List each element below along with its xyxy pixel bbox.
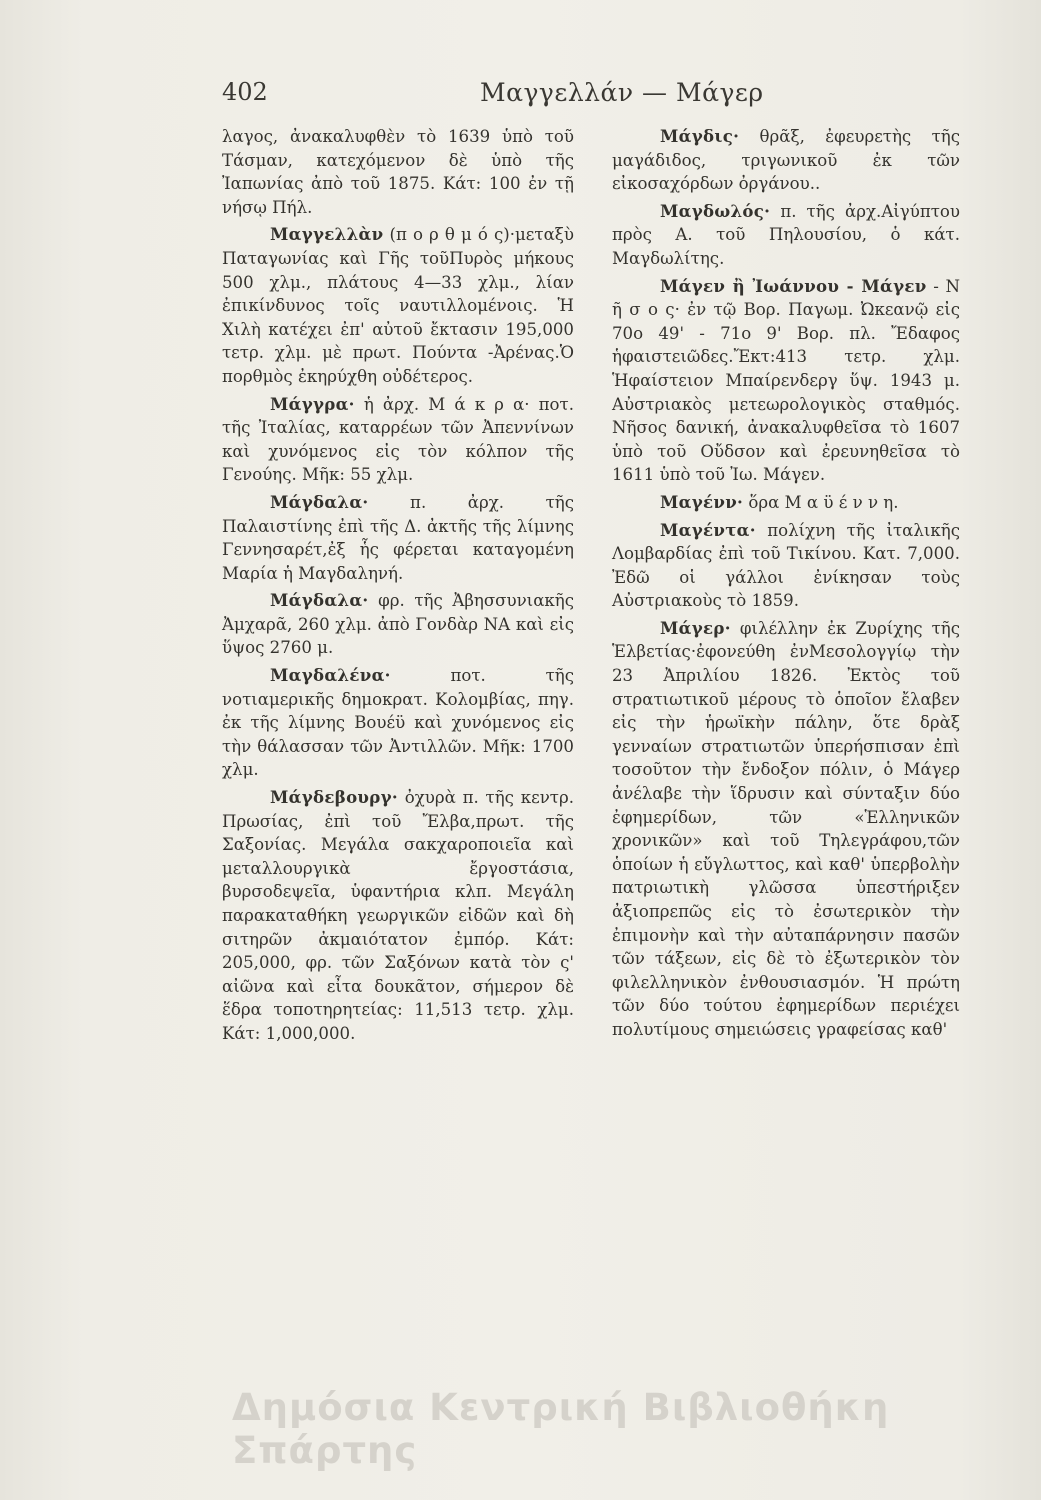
page-header bbox=[222, 78, 942, 118]
entry-headword: Μαγδωλός· bbox=[660, 200, 771, 221]
entry-text: πολίχνη τῆς ἰταλικῆς Λομβαρδίας ἐπὶ τοῦ Τικίνου. Κατ. 7,000. Ἐδῶ οἱ γάλλοι ἐνίκησαν τοὺς Αὐστριακοὺς τὸ 1859. bbox=[612, 520, 960, 611]
page-number: 402 bbox=[222, 78, 268, 106]
entry-text: ὀχυρὰ π. τῆς κεντρ. Πρωσίας, ἐπὶ τοῦ Ἔλβα,πρωτ. τῆς Σαξονίας. Μεγάλα σακχαροποιεῖα καὶ μεταλλουργικὰ ἔργοστάσια, βυρσοδεψεῖα, ὑφαντήρια κλπ. Μεγάλη παρακαταθήκη γεωργικῶν εἰδῶν καὶ δὴ σιτηρῶν ἀκμαιότατον ἐμπόρ. Κάτ: 205,000, φρ. τῶν Σαξόνων κατὰ τὸν ς' αἰῶνα καὶ εἶτα δουκᾶτον, σήμερον δὲ ἕδρα τοποτηρητείας: 11,513 τετρ. χλμ. Κάτ: 1,000,000. bbox=[222, 788, 574, 1043]
dictionary-entry bbox=[222, 786, 574, 1046]
entry-headword: Μαγέντα· bbox=[660, 519, 756, 540]
right-column bbox=[612, 125, 960, 1046]
dictionary-entry bbox=[612, 275, 960, 487]
entry-headword: Μαγδαλένα· bbox=[270, 665, 391, 686]
entry-text: φιλέλλην ἐκ Ζυρίχης τῆς Ἑλβετίας·ἐφονεύθη ἐνΜεσολογγίῳ τὴν 23 Ἀπριλίου 1826. Ἐκτὸς τοῦ στρατιωτικοῦ μέρους τὸ ὁποῖον ἔλαβεν εἰς τὴν ἡρωϊκὴν πάλην, ὅτε δρὰξ γενναίων στρατιωτῶν ὑπερήσπισαν ἐπὶ τοσοῦτον τὴν ἔνδοξον πόλιν, ὁ Μάγερ ἀνέλαβε τὴν ἵδρυσιν καὶ σύνταξιν δύο ἐφημερίδων, τῶν «Ἑλληνικῶν χρονικῶν» καὶ τοῦ Τηλεγράφου,τῶν ὁποίων ἡ εὔγλωττος, καὶ καθ' ὑπερβολὴν πατριωτικὴ γλῶσσα ὑπεστήριξεν ἀξιοπρεπῶς εἰς τὸ ἐσωτερικὸν τὴν ἐπιμονὴν καὶ τὴν αὐταπάρνησιν πασῶν τῶν τάξεων, εἰς δὲ τὸ ἐξωτερικὸν τὸν φιλελληνικὸν ἐνθουσιασμόν. Ἡ πρώτη τῶν δύο τούτου ἐφημερίδων περιέχει πολυτίμους σημειώσεις γραφείσας καθ' bbox=[612, 618, 960, 1039]
entry-headword: Μάγερ· bbox=[660, 617, 731, 638]
library-watermark: Δημόσια Κεντρική Βιβλιοθήκη Σπάρτης bbox=[232, 1386, 890, 1472]
entry-text: φρ. τῆς Ἀβησσυνιακῆς Ἀμχαρᾶ, 260 χλμ. ἀπὸ Γονδὰρ ΝΑ καὶ εἰς ὕψος 2760 μ. bbox=[222, 591, 575, 658]
entry-text: ἡ ἀρχ. Μ ά κ ρ α· ποτ. τῆς Ἰταλίας, καταρρέων τῶν Ἀπεννίνων καὶ χυνόμενος εἰς τὸν κόλπον τῆς Γενούης. Μῆκ: 55 χλμ. bbox=[222, 394, 574, 485]
running-head: Μαγγελλάν — Μάγερ bbox=[480, 78, 764, 107]
entry-headword: Μαγένν· bbox=[660, 491, 744, 512]
entry-text: ποτ. τῆς νοτιαμερικῆς δημοκρατ. Κολομβίας, πηγ. ἐκ τῆς λίμνης Βουέϋ καὶ χυνόμενος εἰς τὴν θάλασσαν τῶν Ἀντιλλῶν. Μῆκ: 1700 χλμ. bbox=[222, 666, 575, 780]
dictionary-entry bbox=[612, 491, 960, 515]
entry-headword: Μάγδαλα· bbox=[270, 491, 369, 512]
entry-headword: Μάγδεβουργ· bbox=[270, 787, 398, 808]
entry-text: ὅρα Μ α ϋ έ ν ν η. bbox=[748, 492, 899, 512]
dictionary-entry bbox=[222, 589, 574, 660]
dictionary-entry bbox=[222, 491, 574, 585]
entry-headword: Μάγεν ἢ Ἰωάννου - Μάγεν bbox=[660, 275, 927, 296]
dictionary-entry bbox=[222, 223, 574, 388]
left-column bbox=[222, 125, 574, 1050]
entry-headword: Μάγδαλα· bbox=[270, 590, 369, 611]
entry-text: π. τῆς ἀρχ.Αἰγύπτου πρὸς Α. τοῦ Πηλουσίου, ὁ κάτ. Μαγδωλίτης. bbox=[612, 201, 960, 268]
entry-headword: Μαγγελλὰν bbox=[270, 224, 384, 245]
dictionary-entry bbox=[222, 393, 574, 487]
dictionary-entry bbox=[222, 664, 574, 782]
entry-headword: Μάγδις· bbox=[660, 126, 740, 146]
entry-text: π. ἀρχ. τῆς Παλαιστίνης ἐπὶ τῆς Δ. ἀκτῆς τῆς λίμνης Γεννησαρέτ,ἐξ ἧς φέρεται καταγομένη Μαρία ἡ Μαγδαληνή. bbox=[222, 492, 574, 583]
dictionary-entry bbox=[612, 519, 960, 613]
dictionary-entry bbox=[612, 125, 960, 196]
entry-headword: Μάγγρα· bbox=[270, 393, 355, 414]
entry-text: (π ο ρ θ μ ό ς)·μεταξὺ Παταγωνίας καὶ Γῆς τοῦΠυρὸς μήκους 500 χλμ., πλάτους 4—33 χλμ., λίαν ἐπικίνδυνος τοῖς ναυτιλλομένοις. Ἡ Χιλὴ κατέχει ἐπ' αὐτοῦ ἔκτασιν 195,000 τετρ. χλμ. μὲ πρωτ. Πούντα -Ἀρένας.Ὁ πορθμὸς ἐκηρύχθη οὐδέτερος. bbox=[222, 225, 575, 386]
dictionary-entry bbox=[222, 125, 574, 219]
entry-text: - Ν ῆ σ ο ς· ἐν τῷ Βορ. Παγωμ. Ὠκεανῷ εἰς 70ο 49' - 71ο 9' Βορ. πλ. Ἔδαφος ἡφαιστειῶδες.Ἔκτ:413 τετρ. χλμ. Ἡφαίστειον Μπαίρενδεργ ὕψ. 1943 μ. Αὐστριακὸς μετεωρολογικὸς σταθμός. Νῆσος δανική, ἀνακαλυφθεῖσα τὸ 1607 ὑπὸ τοῦ Οὔδσον καὶ ἐρευνηθεῖσα τὸ 1611 ὑπὸ τοῦ Ἰω. Μάγεν. bbox=[612, 276, 960, 485]
entry-text: θρᾶξ, ἐφευρετὴς τῆς μαγάδιδος, τριγωνικοῦ ἐκ τῶν εἰκοσαχόρδων ὀργάνου.. bbox=[612, 127, 960, 194]
entry-text: λαγος, ἀνακαλυφθὲν τὸ 1639 ὑπὸ τοῦ Τάσμαν, κατεχόμενον δὲ ὑπὸ τῆς Ἰαπωνίας ἀπὸ τοῦ 1875. Κάτ: 100 ἐν τῇ νήσῳ Πήλ. bbox=[222, 127, 574, 217]
dictionary-entry bbox=[612, 200, 960, 271]
dictionary-entry bbox=[612, 617, 960, 1042]
